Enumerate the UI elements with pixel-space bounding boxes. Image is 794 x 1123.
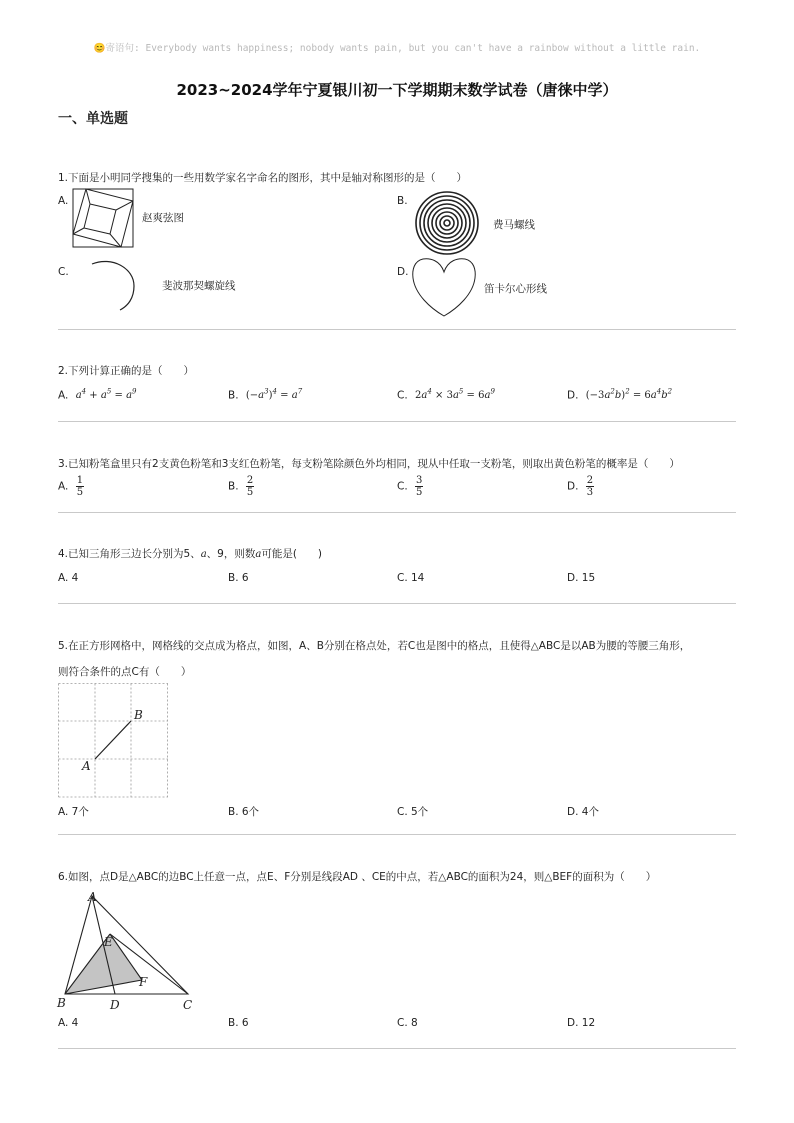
q1-stem: 1.下面是小明同学搜集的一些用数学家名字命名的图形，其中是轴对称图形的是（ ） [58,172,468,184]
q2-option-d-label: D. [567,389,579,402]
q2-option-b-label: B. [228,389,239,402]
q6-option-b[interactable]: B. 6 [228,1017,249,1029]
q2-option-c-label: C. [397,389,408,402]
q1-option-b-caption: 费马螺线 [493,219,535,231]
page-title: 2023~2024学年宁夏银川初一下学期期末数学试卷（唐徕中学） [176,81,618,99]
q3-option-b[interactable] [228,475,254,498]
q5-stem-line1: 5.在正方形网格中，网格线的交点成为格点，如图，A、B分别在格点处，若C也是图中的格点，且使得△ABC是以AB为腰的等腰三角形， [58,640,691,652]
q2-option-a-label: A. [58,389,69,402]
divider [58,1048,736,1049]
q5-stem-line2: 则符合条件的点C有（ ） [58,666,192,678]
q4-option-a[interactable]: A. 4 [58,572,79,584]
q4-var-a-2: a [255,549,262,560]
q3-option-b-num: 2 [246,475,254,486]
q6-option-a[interactable]: A. 4 [58,1017,79,1029]
q3-option-c-den: 5 [416,487,423,498]
q3-option-a[interactable] [58,475,84,498]
q6-stem: 6.如图，点D是△ABC的边BC上任意一点，点E、F分别是线段AD 、CE的中点，若△ABC的面积为24，则△BEF的面积为（ ） [58,871,657,883]
q3-option-d-num: 2 [586,475,594,486]
divider [58,329,736,330]
divider [58,834,736,835]
q1-option-b-label[interactable]: B. [397,195,408,207]
q4-option-b[interactable]: B. 6 [228,572,249,584]
q3-option-c[interactable] [397,475,423,498]
q2-option-a[interactable]: A. $a^4 + a^5 = a^9$ [58,388,137,402]
q1-option-d-caption: 笛卡尔心形线 [484,283,547,295]
q1-option-d-label[interactable]: D. [397,266,409,278]
q4-stem-part-3: 可能是( ) [261,548,323,560]
q6-point-f-label: F [139,975,148,989]
q5-point-b-label: B [134,708,143,722]
q3-option-b-den: 5 [246,487,254,498]
q1-option-a-caption: 赵爽弦图 [142,212,184,224]
q2-option-c[interactable]: C. $2a^4 \times 3a^5 = 6a^9$ [397,388,495,402]
q5-option-b[interactable]: B. 6个 [228,806,260,818]
q1-option-c-caption: 斐波那契螺旋线 [162,280,236,292]
q3-option-a-label: A. [58,480,69,493]
q3-option-a-den: 5 [76,487,84,498]
q4-option-d[interactable]: D. 15 [567,572,596,584]
q5-point-a-label: A [82,759,91,773]
q1-fermat-spiral-figure [411,190,483,256]
q5-option-a[interactable]: A. 7个 [58,806,89,818]
motto-text: 😊寄语句: Everybody wants happiness; nobody wants pain, but you can't have a rainbow without a little rain. [93,43,701,54]
q2-stem: 2.下列计算正确的是（ ） [58,365,195,377]
q6-point-e-label: E [104,935,113,949]
q3-option-a-num: 1 [76,475,84,486]
q6-option-d[interactable]: D. 12 [567,1017,596,1029]
divider [58,421,736,422]
q1-option-a-label[interactable]: A. [58,195,69,207]
q3-option-d[interactable] [567,475,594,498]
q6-point-b-label: B [57,996,66,1010]
q4-stem-part-2: 、9，则数 [206,548,256,560]
q6-point-a-label: A [88,890,97,904]
q3-option-d-label: D. [567,480,579,493]
q5-option-d[interactable]: D. 4个 [567,806,599,818]
q3-option-b-label: B. [228,480,239,493]
section-heading: 一、单选题 [58,111,128,127]
q1-cardioid-figure [410,256,478,318]
q6-point-c-label: C [183,998,193,1012]
q2-option-d[interactable]: D. $(-3a^2b)^2 = 6a^4b^2$ [567,388,673,402]
q1-zhao-shuang-figure [72,188,134,248]
divider [58,603,736,604]
divider [58,512,736,513]
q5-option-c[interactable]: C. 5个 [397,806,429,818]
q6-point-d-label: D [110,998,120,1012]
q4-option-c[interactable]: C. 14 [397,572,425,584]
q1-fibonacci-spiral-figure [90,258,140,314]
q5-grid-figure [58,683,170,799]
q3-option-c-num: 3 [416,475,423,486]
q6-triangle-figure [54,888,202,1014]
q1-option-c-label[interactable]: C. [58,266,69,278]
q4-stem-part-1: 4.已知三角形三边长分别为5、 [58,548,201,560]
q3-option-c-label: C. [397,480,408,493]
q3-option-d-den: 3 [586,487,594,498]
q4-var-a: a [200,549,207,560]
q2-option-b[interactable]: B. $(-a^3)^4 = a^7$ [228,388,303,402]
q6-option-c[interactable]: C. 8 [397,1017,418,1029]
q3-stem: 3.已知粉笔盒里只有2支黄色粉笔和3支红色粉笔，每支粉笔除颜色外均相同，现从中任取一支粉笔，则取出黄色粉笔的概率是（ ） [58,458,680,470]
q4-stem [58,546,322,561]
